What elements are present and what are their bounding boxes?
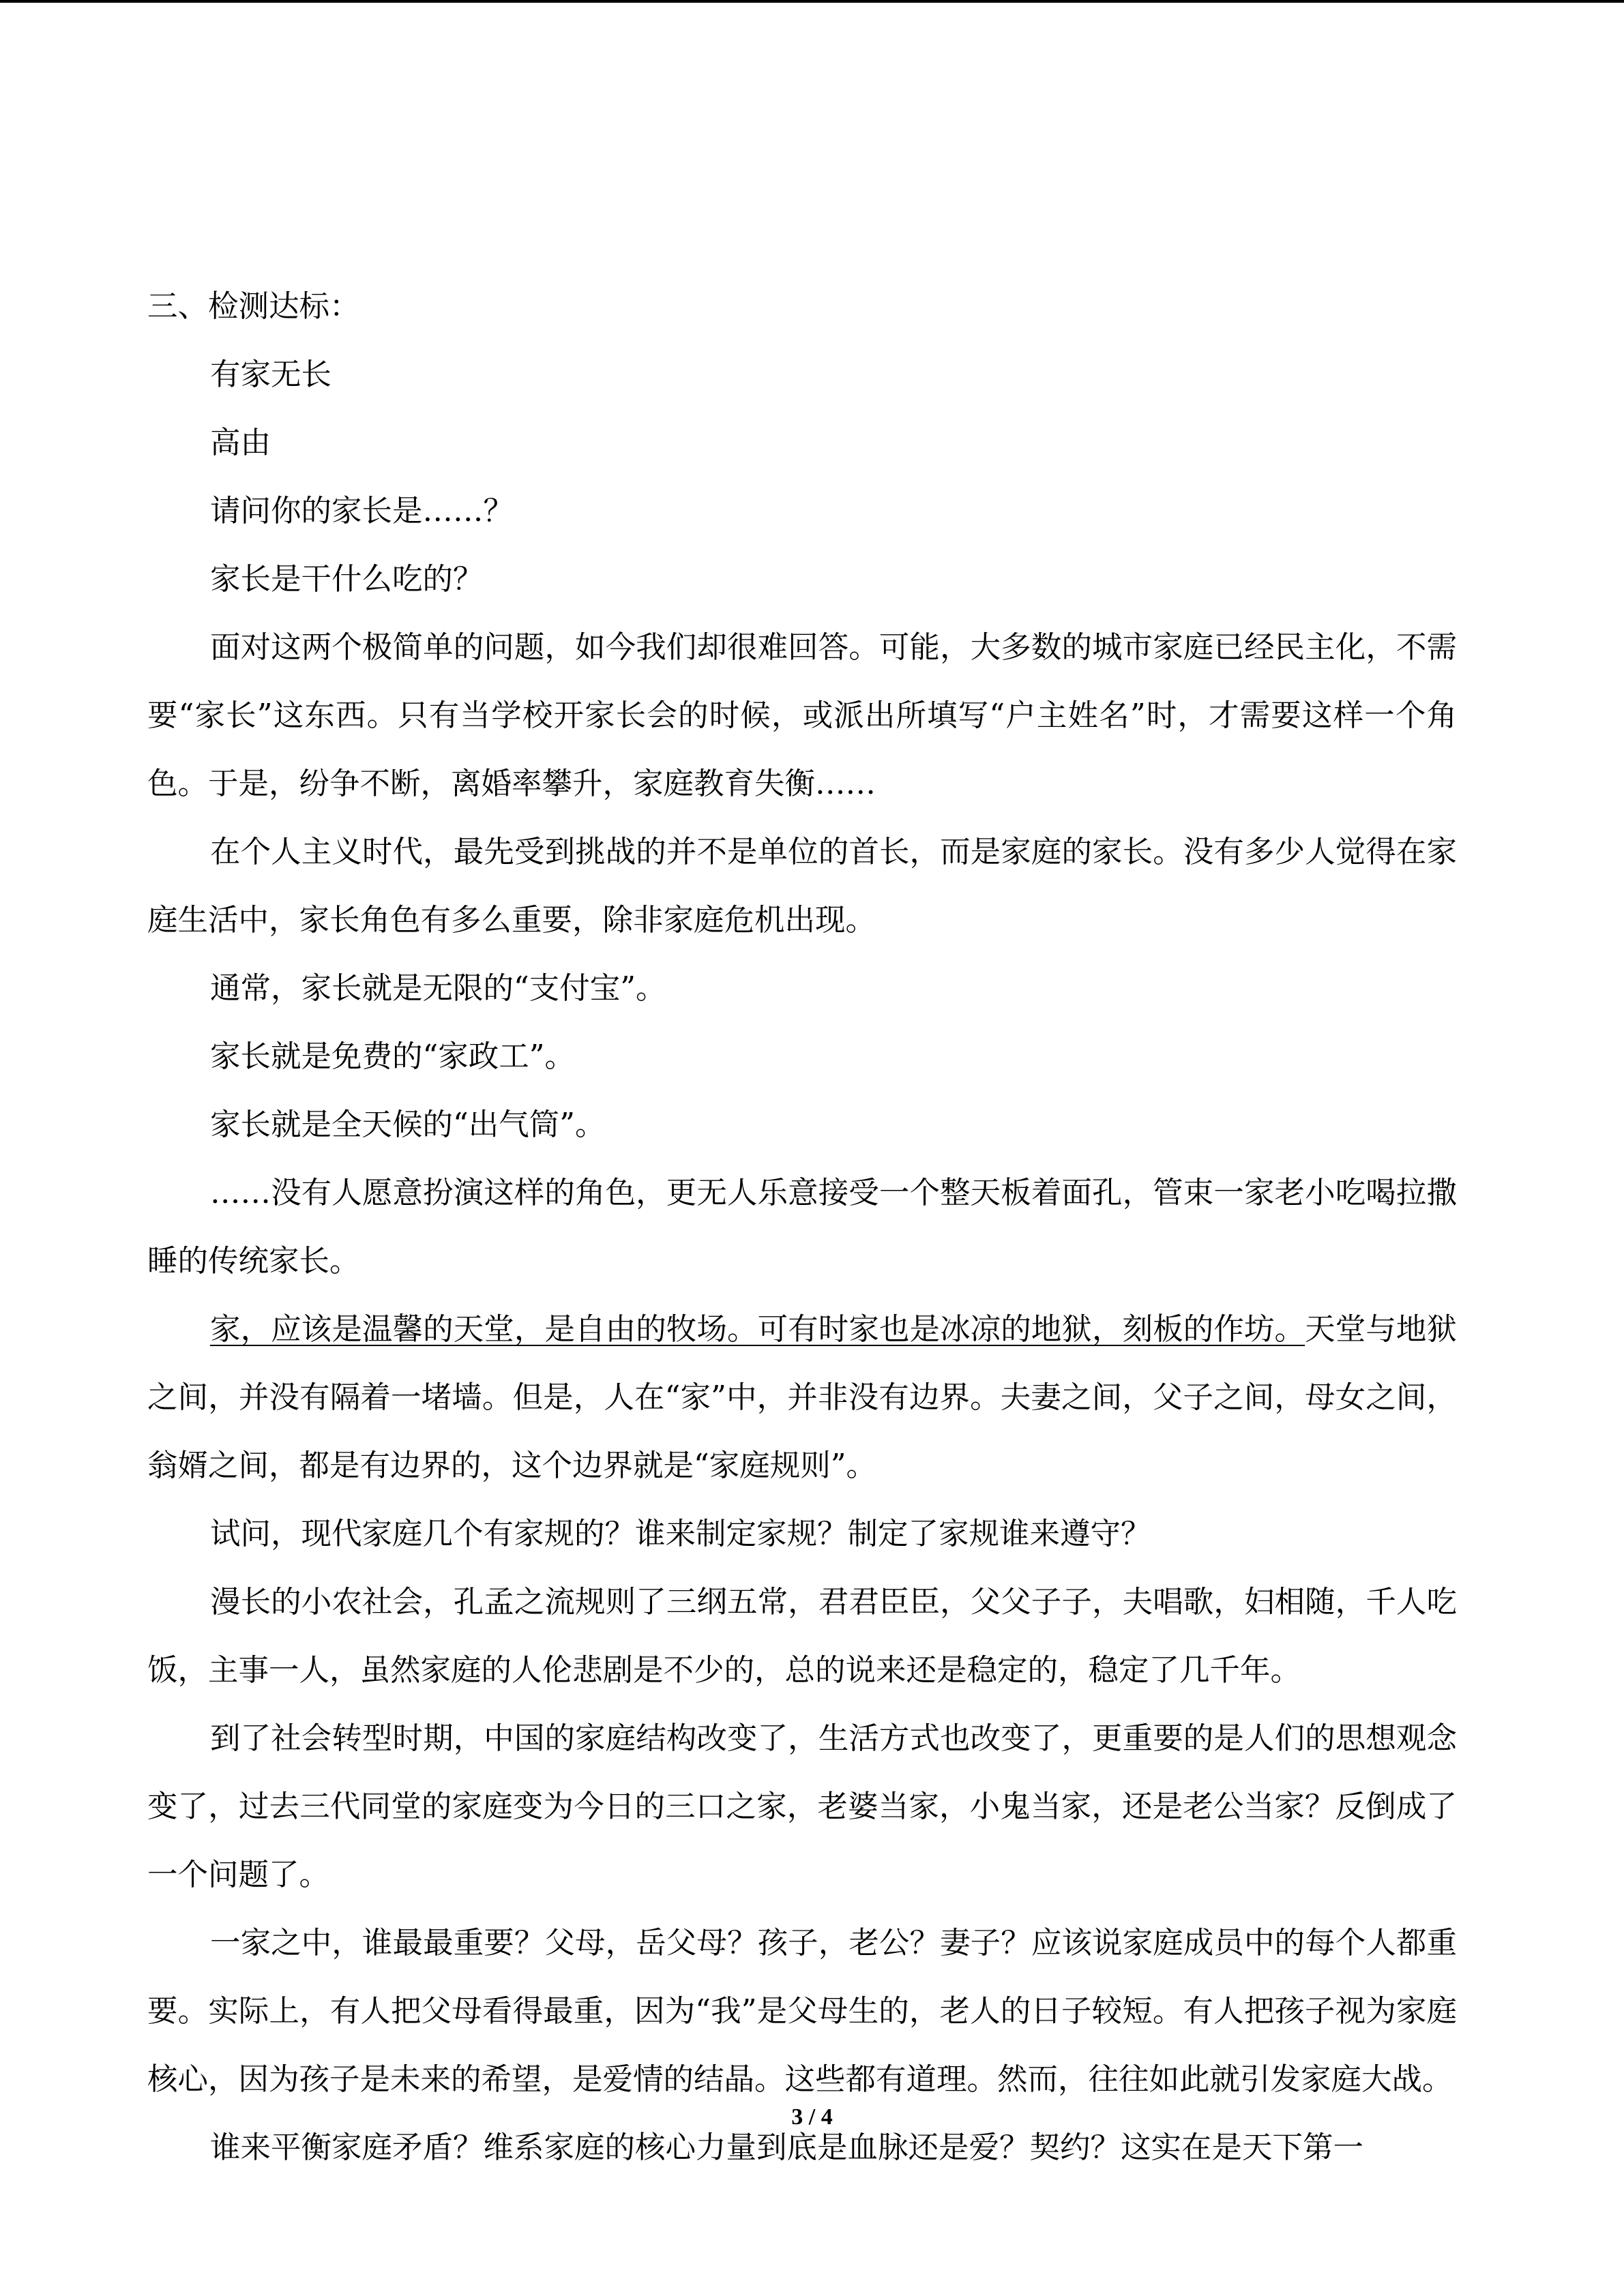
paragraph: 家长就是免费的“家政工”。 <box>210 1039 576 1074</box>
underlined-sentence: 家，应该是温馨的天堂，是自由的牧场。可有时家也是冰凉的地狱，刻板的作坊。 <box>210 1312 1305 1347</box>
page-number: 3 / 4 <box>791 2104 833 2130</box>
paragraph: 漫长的小农社会，孔孟之流规则了三纲五常，君君臣臣，父父子子，夫唱歌，妇相随，千人吃饭，主事一人，虽然家庭的人伦悲剧是不少的，总的说来还是稳定的，稳定了几千年。 <box>147 1585 1457 1688</box>
paragraph: 到了社会转型时期，中国的家庭结构改变了，生活方式也改变了，更重要的是人们的思想观念变了，过去三代同堂的家庭变为今日的三口之家，老婆当家，小鬼当家，还是老公当家？反倒成了一个问题了。 <box>147 1721 1457 1892</box>
article-author: 高由 <box>210 426 271 460</box>
paragraph: 面对这两个极简单的问题，如今我们却很难回答。可能，大多数的城市家庭已经民主化，不需要“家长”这东西。只有当学校开家长会的时候，或派出所填写“户主姓名”时，才需要这样一个角色。于是，纷争不断，离婚率攀升，家庭教育失衡…… <box>147 630 1457 801</box>
section-heading: 三、检测达标： <box>147 289 360 324</box>
document-body <box>147 273 1457 2182</box>
paragraph-rest: 天堂与地狱之间，并没有隔着一堵墙。但是，人在“家”中，并非没有边界。夫妻之间，父子之间，母女之间，翁婿之间，都是有边界的，这个边界就是“家庭规则”。 <box>147 1312 1457 1483</box>
paragraph: 在个人主义时代，最先受到挑战的并不是单位的首长，而是家庭的家长。没有多少人觉得在家庭生活中，家长角色有多么重要，除非家庭危机出现。 <box>147 835 1457 938</box>
underlined-paragraph <box>147 1296 1457 1500</box>
paragraph: 谁来平衡家庭矛盾？维系家庭的核心力量到底是血脉还是爱？契约？这实在是天下第一 <box>210 2130 1364 2165</box>
article-title: 有家无长 <box>210 357 332 392</box>
paragraph: 一家之中，谁最最重要？父母，岳父母？孩子，老公？妻子？应该说家庭成员中的每个人都重要。实际上，有人把父母看得最重，因为“我”是父母生的，老人的日子较短。有人把孩子视为家庭核心，因为孩子是未来的希望，是爱情的结晶。这些都有道理。然而，往往如此就引发家庭大战。 <box>147 1926 1457 2097</box>
paragraph: 试问，现代家庭几个有家规的？谁来制定家规？制定了家规谁来遵守？ <box>210 1517 1151 1551</box>
paragraph: 家长就是全天候的“出气筒”。 <box>210 1107 606 1142</box>
paragraph: 家长是干什么吃的？ <box>210 562 484 597</box>
paragraph: 请问你的家长是……？ <box>210 494 514 528</box>
paragraph: 通常，家长就是无限的“支付宝”。 <box>210 971 666 1006</box>
paragraph: ……没有人愿意扮演这样的角色，更无人乐意接受一个整天板着面孔，管束一家老小吃喝拉撒睡的传统家长。 <box>147 1176 1457 1279</box>
